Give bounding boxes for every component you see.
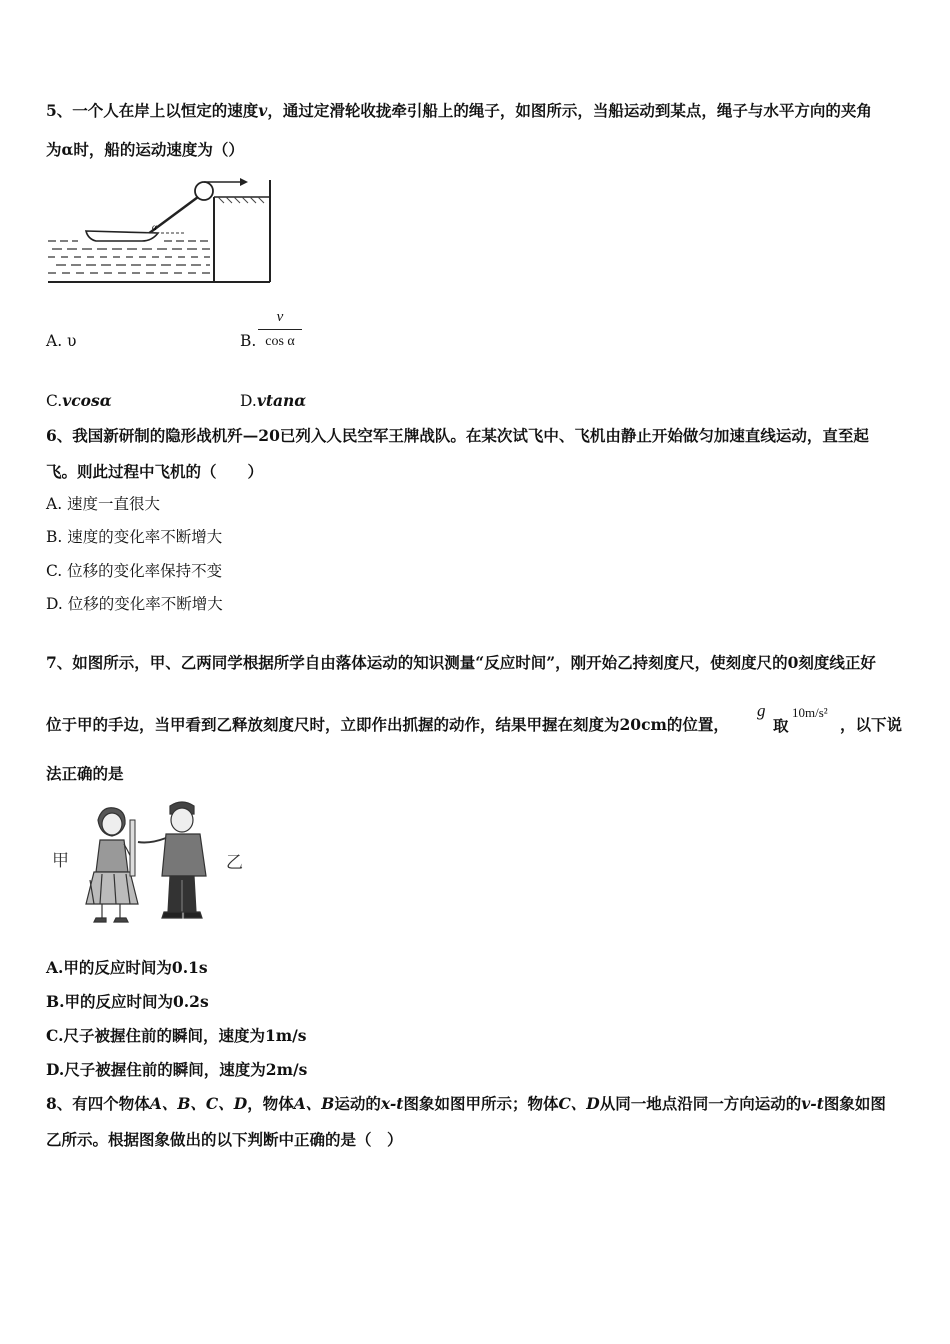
q5-stem-line2: 为α时，船的运动速度为（） (46, 140, 244, 159)
q7-option-d[interactable]: D.尺子被握住前的瞬间，速度为2m/s (46, 1060, 308, 1079)
boat-pulley-figure (48, 175, 276, 285)
q7-option-c[interactable]: C.尺子被握住前的瞬间，速度为1m/s (46, 1026, 307, 1045)
stem-text: 图象如图甲所示；物体 (403, 1094, 559, 1113)
stem-var: A、B、C、D (149, 1094, 248, 1113)
q7-option-a[interactable]: A.甲的反应时间为0.1s (46, 958, 208, 977)
q6-stem-line1: 6、我国新研制的隐形战机歼—20已列入人民空军王牌战队。在某次试飞中、飞机由静止开始做匀加速直线运动，直至起 (46, 426, 869, 445)
angle-label: α (152, 222, 157, 232)
q5-option-b-fraction (258, 309, 302, 350)
q5-option-b[interactable]: B. (240, 332, 257, 350)
q7-option-b[interactable]: B.甲的反应时间为0.2s (46, 992, 209, 1011)
q7-stem-line1: 7、如图所示，甲、乙两同学根据所学自由落体运动的知识测量“反应时间”，刚开始乙持刻度尺，使刻度尺的0刻度线正好 (46, 653, 876, 672)
q7-stem-line2 (46, 717, 729, 733)
q5-stem-text: 5、一个人在岸上以恒定的速度 (46, 101, 259, 120)
option-letter: D. (240, 392, 257, 410)
stem-text: 8、有四个物体 (46, 1094, 150, 1113)
q6-stem-line2: 飞。则此过程中飞机的（ ） (46, 462, 264, 481)
option-value: vcosα (62, 391, 112, 410)
stem-text: 图象如图 (823, 1094, 886, 1113)
q5-var-v: v (258, 101, 268, 120)
q6-option-d[interactable]: D. 位移的变化率不断增大 (46, 595, 223, 613)
q6-option-c[interactable]: C. 位移的变化率保持不变 (46, 562, 223, 580)
stem-var: x-t (380, 1094, 404, 1113)
q8-stem-line1 (46, 1096, 886, 1112)
fraction-bar (258, 329, 302, 330)
stem-text: ，物体 (247, 1094, 294, 1113)
q7-g-symbol: g (757, 701, 766, 720)
stem-text: 运动的 (334, 1094, 381, 1113)
boy-figure-icon (138, 802, 206, 918)
fraction-numerator: v (276, 309, 284, 325)
q7-take: 取 (773, 716, 789, 735)
q7-stem-line3: 法正确的是 (46, 764, 124, 783)
q5-option-a[interactable]: A. υ (46, 332, 77, 350)
q5-stem-text-cont: ，通过定滑轮收拢牵引船上的绳子，如图所示，当船运动到某点，绳子与水平方向的夹角 (267, 101, 872, 120)
q7-stem-line2-end: ，以下说 (840, 715, 903, 734)
reaction-time-figure (50, 800, 250, 925)
q7-g-value: 10m/s² (792, 705, 828, 720)
stem-var: v-t (801, 1094, 824, 1113)
arrow-icon (240, 178, 248, 186)
q7-stem-text: 位于甲的手边，当甲看到乙释放刻度尺时，立即作出抓握的动作，结果甲握在刻度为20cm的位置， (46, 715, 729, 734)
stem-var: A、B (293, 1094, 335, 1113)
label-yi: 乙 (226, 853, 243, 873)
label-jia: 甲 (52, 851, 69, 871)
ruler-icon (130, 820, 135, 876)
option-letter: C. (46, 392, 63, 410)
stem-var: C、D (558, 1094, 600, 1113)
q5-option-d[interactable] (240, 393, 306, 410)
q6-option-a[interactable]: A. 速度一直很大 (46, 495, 161, 513)
q6-option-b[interactable]: B. 速度的变化率不断增大 (46, 528, 223, 546)
q5-stem-line1 (46, 103, 872, 119)
q5-option-c[interactable] (46, 393, 112, 410)
fraction-denominator: cos α (265, 334, 295, 349)
q8-stem-line2: 乙所示。根据图象做出的以下判断中正确的是（ ） (46, 1130, 403, 1149)
option-value: vtanα (256, 391, 307, 410)
stem-text: 从同一地点沿同一方向运动的 (599, 1094, 802, 1113)
